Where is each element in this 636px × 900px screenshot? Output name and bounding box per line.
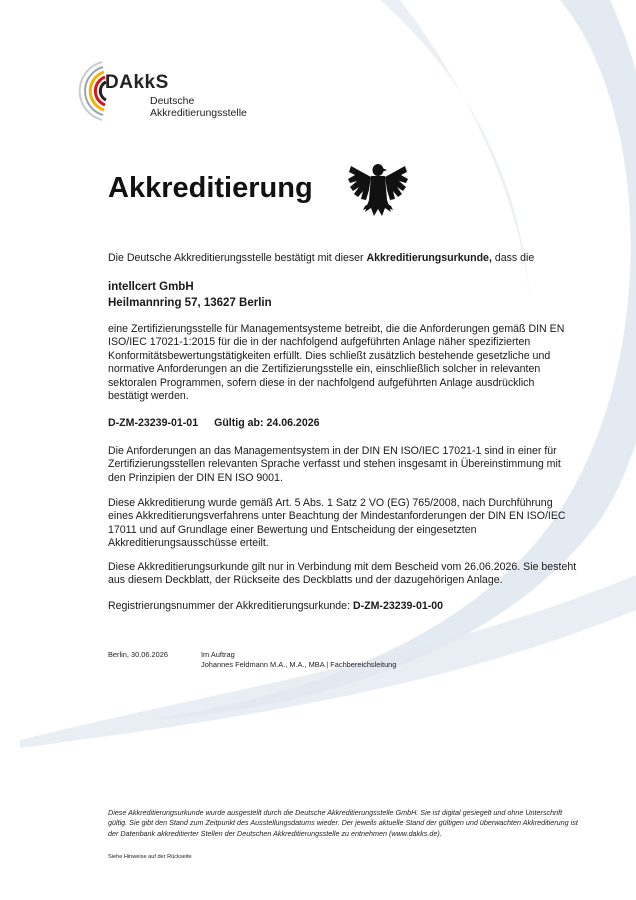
dakks-logo — [78, 52, 258, 128]
reference-line — [108, 417, 320, 429]
accreditation-number: D-ZM-23239-01-01 — [108, 417, 199, 429]
intro-bold-term: Akkreditierungsurkunde, — [366, 252, 492, 264]
valid-from-date: Gültig ab: 24.06.2026 — [214, 417, 320, 429]
federal-eagle-icon — [345, 160, 411, 222]
footer-note: Siehe Hinweise auf der Rückseite — [108, 854, 192, 860]
logo-subtitle-line1: Deutsche — [150, 95, 195, 107]
organization-name: intellcert GmbH — [108, 281, 194, 293]
logo-brand: DAkkS — [105, 72, 169, 93]
on-behalf-label: Im Auftrag — [201, 650, 235, 659]
registration-number: D-ZM-23239-01-00 — [352, 600, 444, 612]
intro-sentence — [108, 252, 578, 265]
intro-text-end: dass die — [491, 252, 535, 264]
registration-line — [108, 600, 443, 613]
footer-disclaimer: Diese Akkreditierungsurkunde wurde ausgestellt durch die Deutsche Akkreditierungsstelle GmbH. Sie ist digital gesiegelt und ohne Unterschrift gültig. Sie gibt den Stand zum Zeitpunkt des Ausstellungsdatums wieder. Der jeweils aktuelle Stand der gültigen und überwachten Akkreditierung ist der Datenbank akkreditierter Stellen der Deutschen Akkreditierungsstelle zu entnehmen (www.dakks.de). — [108, 808, 578, 838]
signature-place-date: Berlin, 30.06.2026 — [108, 650, 168, 659]
signature-block — [201, 650, 396, 670]
legal-basis-paragraph: Diese Akkreditierung wurde gemäß Art. 5 Abs. 1 Satz 2 VO (EG) 765/2008, nach Durchführung eines Akkreditierungsverfahrens unter Beachtung der Mindestanforderungen der DIN EN ISO/IEC 17011 und auf Grundlage einer Bewertung und Entscheidung der eingesetzten Akkreditierungsausschüsse erteilt. — [108, 497, 566, 550]
intro-text: Die Deutsche Akkreditierungsstelle bestätigt mit dieser — [108, 252, 367, 264]
organization-address: Heilmannring 57, 13627 Berlin — [108, 297, 272, 309]
signer-name: Johannes Feldmann M.A., M.A., MBA | Fachbereichsleitung — [201, 660, 397, 670]
logo-subtitle-line2: Akkreditierungsstelle — [150, 107, 247, 119]
registration-label: Registrierungsnummer der Akkreditierungsurkunde: — [108, 600, 353, 612]
requirements-paragraph: Die Anforderungen an das Managementsystem in der DIN EN ISO/IEC 17021-1 sind in einer für Zertifizierungsstellen relevanten Sprache verfasst und stehen insgesamt in Übereinstimmung mit den Prinzipien der DIN EN ISO 9001. — [108, 445, 561, 484]
validity-paragraph: Diese Akkreditierungsurkunde gilt nur in Verbindung mit dem Bescheid vom 26.06.2026. Sie besteht aus diesem Deckblatt, der Rückseite des Deckblatts und der dazugehörigen Anlage. — [108, 561, 577, 587]
accreditation-scope-paragraph: eine Zertifizierungsstelle für Managementsysteme betreibt, die die Anforderungen gemäß DIN EN ISO/IEC 17021-1:2015 für die in der nachfolgend aufgeführten Anlage näher spezifizierten Konformitätsbewertungstätigkeiten erfüllt. Dies schließt zusätzlich bestehende gesetzliche und normative Anforderungen an die Zertifizierungsstelle ein, einschließlich solcher in relevanten sektoralen Programmen, sofern diese in der nachfolgend aufgeführten Anlage ausdrücklich bestätigt werden. — [108, 323, 565, 403]
page-title: Akkreditierung — [108, 172, 313, 204]
